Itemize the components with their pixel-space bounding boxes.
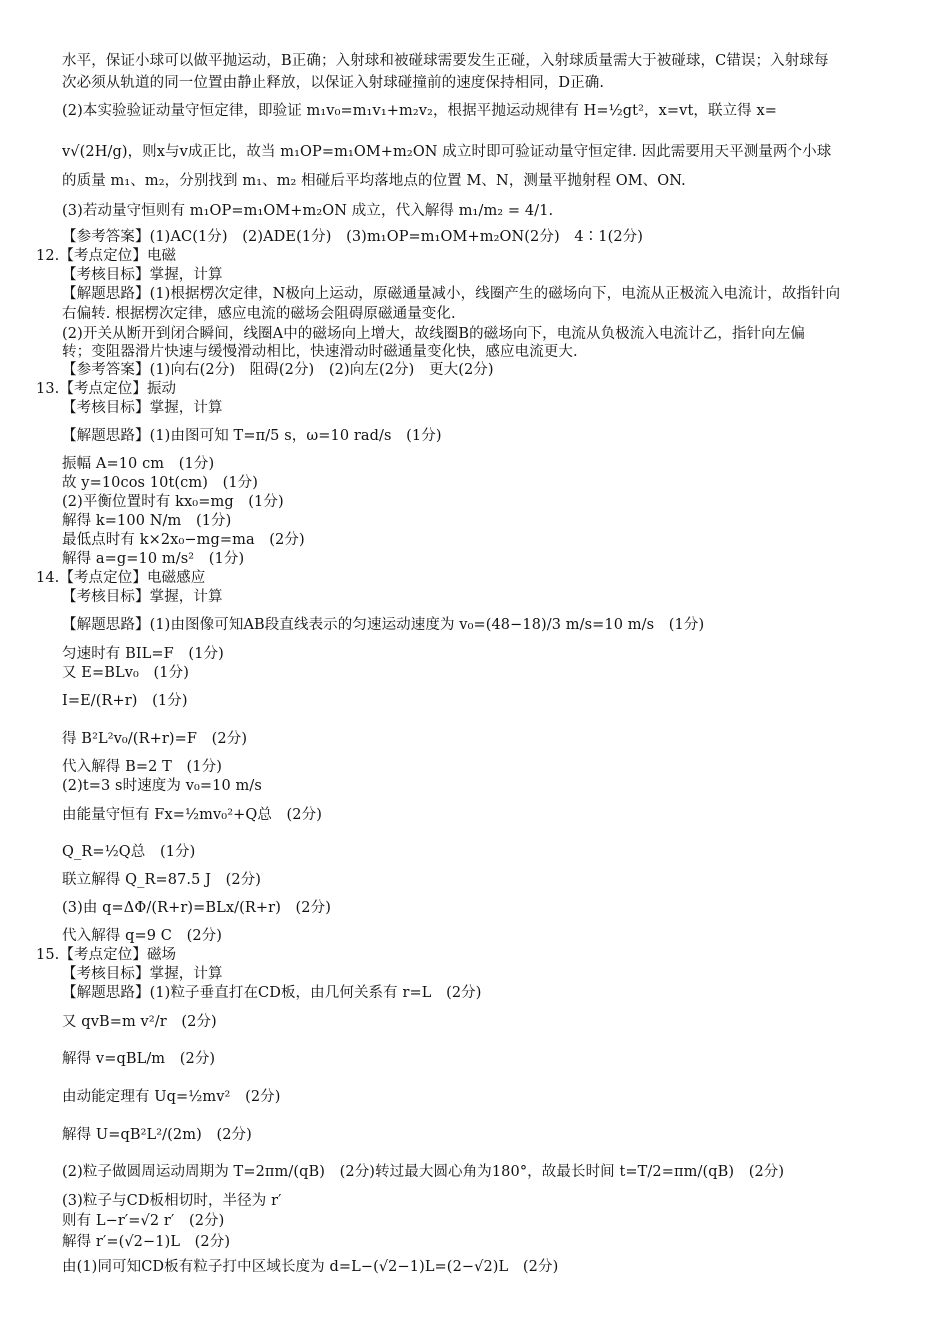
question-heading: 13.【考点定位】振动 <box>36 381 177 397</box>
text-line: 【考核目标】掌握，计算 <box>62 589 223 605</box>
text-line: 联立解得 Q_R=87.5 J (2分) <box>62 872 262 888</box>
text-line: 【解题思路】(1)由图像可知AB段直线表示的匀速运动速度为 v₀=(48−18)/3 m/s=10 m/s (1分) <box>62 617 705 633</box>
text-line: (2)t=3 s时速度为 v₀=10 m/s <box>62 778 262 794</box>
text-line: (2)本实验验证动量守恒定律，即验证 m₁v₀=m₁v₁+m₂v₂，根据平抛运动规律有 H=½gt²，x=vt，联立得 x= <box>62 103 778 119</box>
text-line: 【解题思路】(1)根据楞次定律，N极向上运动，原磁通量减小，线圈产生的磁场向下，电流从正极流入电流计，故指针向 <box>62 286 841 302</box>
text-line: 【考核目标】掌握，计算 <box>62 966 223 982</box>
text-line: Q_R=½Q总 (1分) <box>62 844 196 860</box>
text-line: 解得 U=qB²L²/(2m) (2分) <box>62 1127 252 1143</box>
text-line: 代入解得 q=9 C (2分) <box>62 928 223 944</box>
text-line: 代入解得 B=2 T (1分) <box>62 759 222 775</box>
reference-answer: 【参考答案】(1)AC(1分) (2)ADE(1分) (3)m₁OP=m₁OM+m₂ON(2分) 4∶1(2分) <box>62 229 644 245</box>
text-line: 【考核目标】掌握，计算 <box>62 400 223 416</box>
text-line: 振幅 A=10 cm (1分) <box>62 456 215 472</box>
text-line: 解得 v=qBL/m (2分) <box>62 1051 216 1067</box>
text-line: (2)粒子做圆周运动周期为 T=2πm/(qB) (2分)转过最大圆心角为180°，故最长时间 t=T/2=πm/(qB) (2分) <box>62 1164 785 1180</box>
text-line: 【考核目标】掌握，计算 <box>62 267 223 283</box>
text-line: (3)由 q=ΔΦ/(R+r)=BLx/(R+r) (2分) <box>62 900 331 916</box>
text-line: 由能量守恒有 Fx=½mv₀²+Q总 (2分) <box>62 807 322 823</box>
text-line: (3)若动量守恒则有 m₁OP=m₁OM+m₂ON 成立，代入解得 m₁/m₂ = 4/1. <box>62 203 554 219</box>
text-line: 得 B²L²v₀/(R+r)=F (2分) <box>62 731 248 747</box>
text-line: 故 y=10cos 10t(cm) (1分) <box>62 475 259 491</box>
question-heading: 15.【考点定位】磁场 <box>36 947 177 963</box>
text-line: v√(2H/g)，则x与v成正比，故当 m₁OP=m₁OM+m₂ON 成立时即可验证动量守恒定律. 因此需要用天平测量两个小球 <box>62 144 832 160</box>
text-line: 匀速时有 BIL=F (1分) <box>62 646 224 662</box>
text-line: 的质量 m₁、m₂，分别找到 m₁、m₂ 相碰后平均落地点的位置 M、N，测量平抛射程 OM、ON. <box>62 173 686 189</box>
text-line: 解得 a=g=10 m/s² (1分) <box>62 551 245 567</box>
text-line: 转；变阻器滑片快速与缓慢滑动相比，快速滑动时磁通量变化快，感应电流更大. <box>62 344 578 360</box>
text-line: (2)开关从断开到闭合瞬间，线圈A中的磁场向上增大，故线圈B的磁场向下，电流从负极流入电流计乙，指针向左偏 <box>62 326 805 342</box>
reference-answer: 【参考答案】(1)向右(2分) 阻碍(2分) (2)向左(2分) 更大(2分) <box>62 362 494 378</box>
text-line: 又 E=BLv₀ (1分) <box>62 665 189 681</box>
text-line: I=E/(R+r) (1分) <box>62 693 188 709</box>
text-line: 【解题思路】(1)粒子垂直打在CD板，由几何关系有 r=L (2分) <box>62 985 482 1001</box>
text-line: (2)平衡位置时有 kx₀=mg (1分) <box>62 494 284 510</box>
text-line: 右偏转. 根据楞次定律，感应电流的磁场会阻碍原磁通量变化. <box>62 306 456 322</box>
question-heading: 12.【考点定位】电磁 <box>36 248 177 264</box>
text-line: 由(1)同可知CD板有粒子打中区域长度为 d=L−(√2−1)L=(2−√2)L (2分) <box>62 1259 559 1275</box>
text-line: 则有 L−r′=√2 r′ (2分) <box>62 1213 225 1229</box>
text-line: 最低点时有 k×2x₀−mg=ma (2分) <box>62 532 305 548</box>
text-line: 次必须从轨道的同一位置由静止释放，以保证入射球碰撞前的速度保持相同，D正确. <box>62 75 605 91</box>
text-line: (3)粒子与CD板相切时，半径为 r′ <box>62 1193 282 1209</box>
question-heading: 14.【考点定位】电磁感应 <box>36 570 206 586</box>
text-line: 解得 k=100 N/m (1分) <box>62 513 232 529</box>
text-line: 由动能定理有 Uq=½mv² (2分) <box>62 1089 281 1105</box>
text-line: 水平，保证小球可以做平抛运动，B正确；入射球和被碰球需要发生正碰，入射球质量需大于被碰球，C错误；入射球每 <box>62 53 829 69</box>
text-line: 解得 r′=(√2−1)L (2分) <box>62 1234 231 1250</box>
text-line: 又 qvB=m v²/r (2分) <box>62 1014 217 1030</box>
text-line: 【解题思路】(1)由图可知 T=π/5 s，ω=10 rad/s (1分) <box>62 428 442 444</box>
